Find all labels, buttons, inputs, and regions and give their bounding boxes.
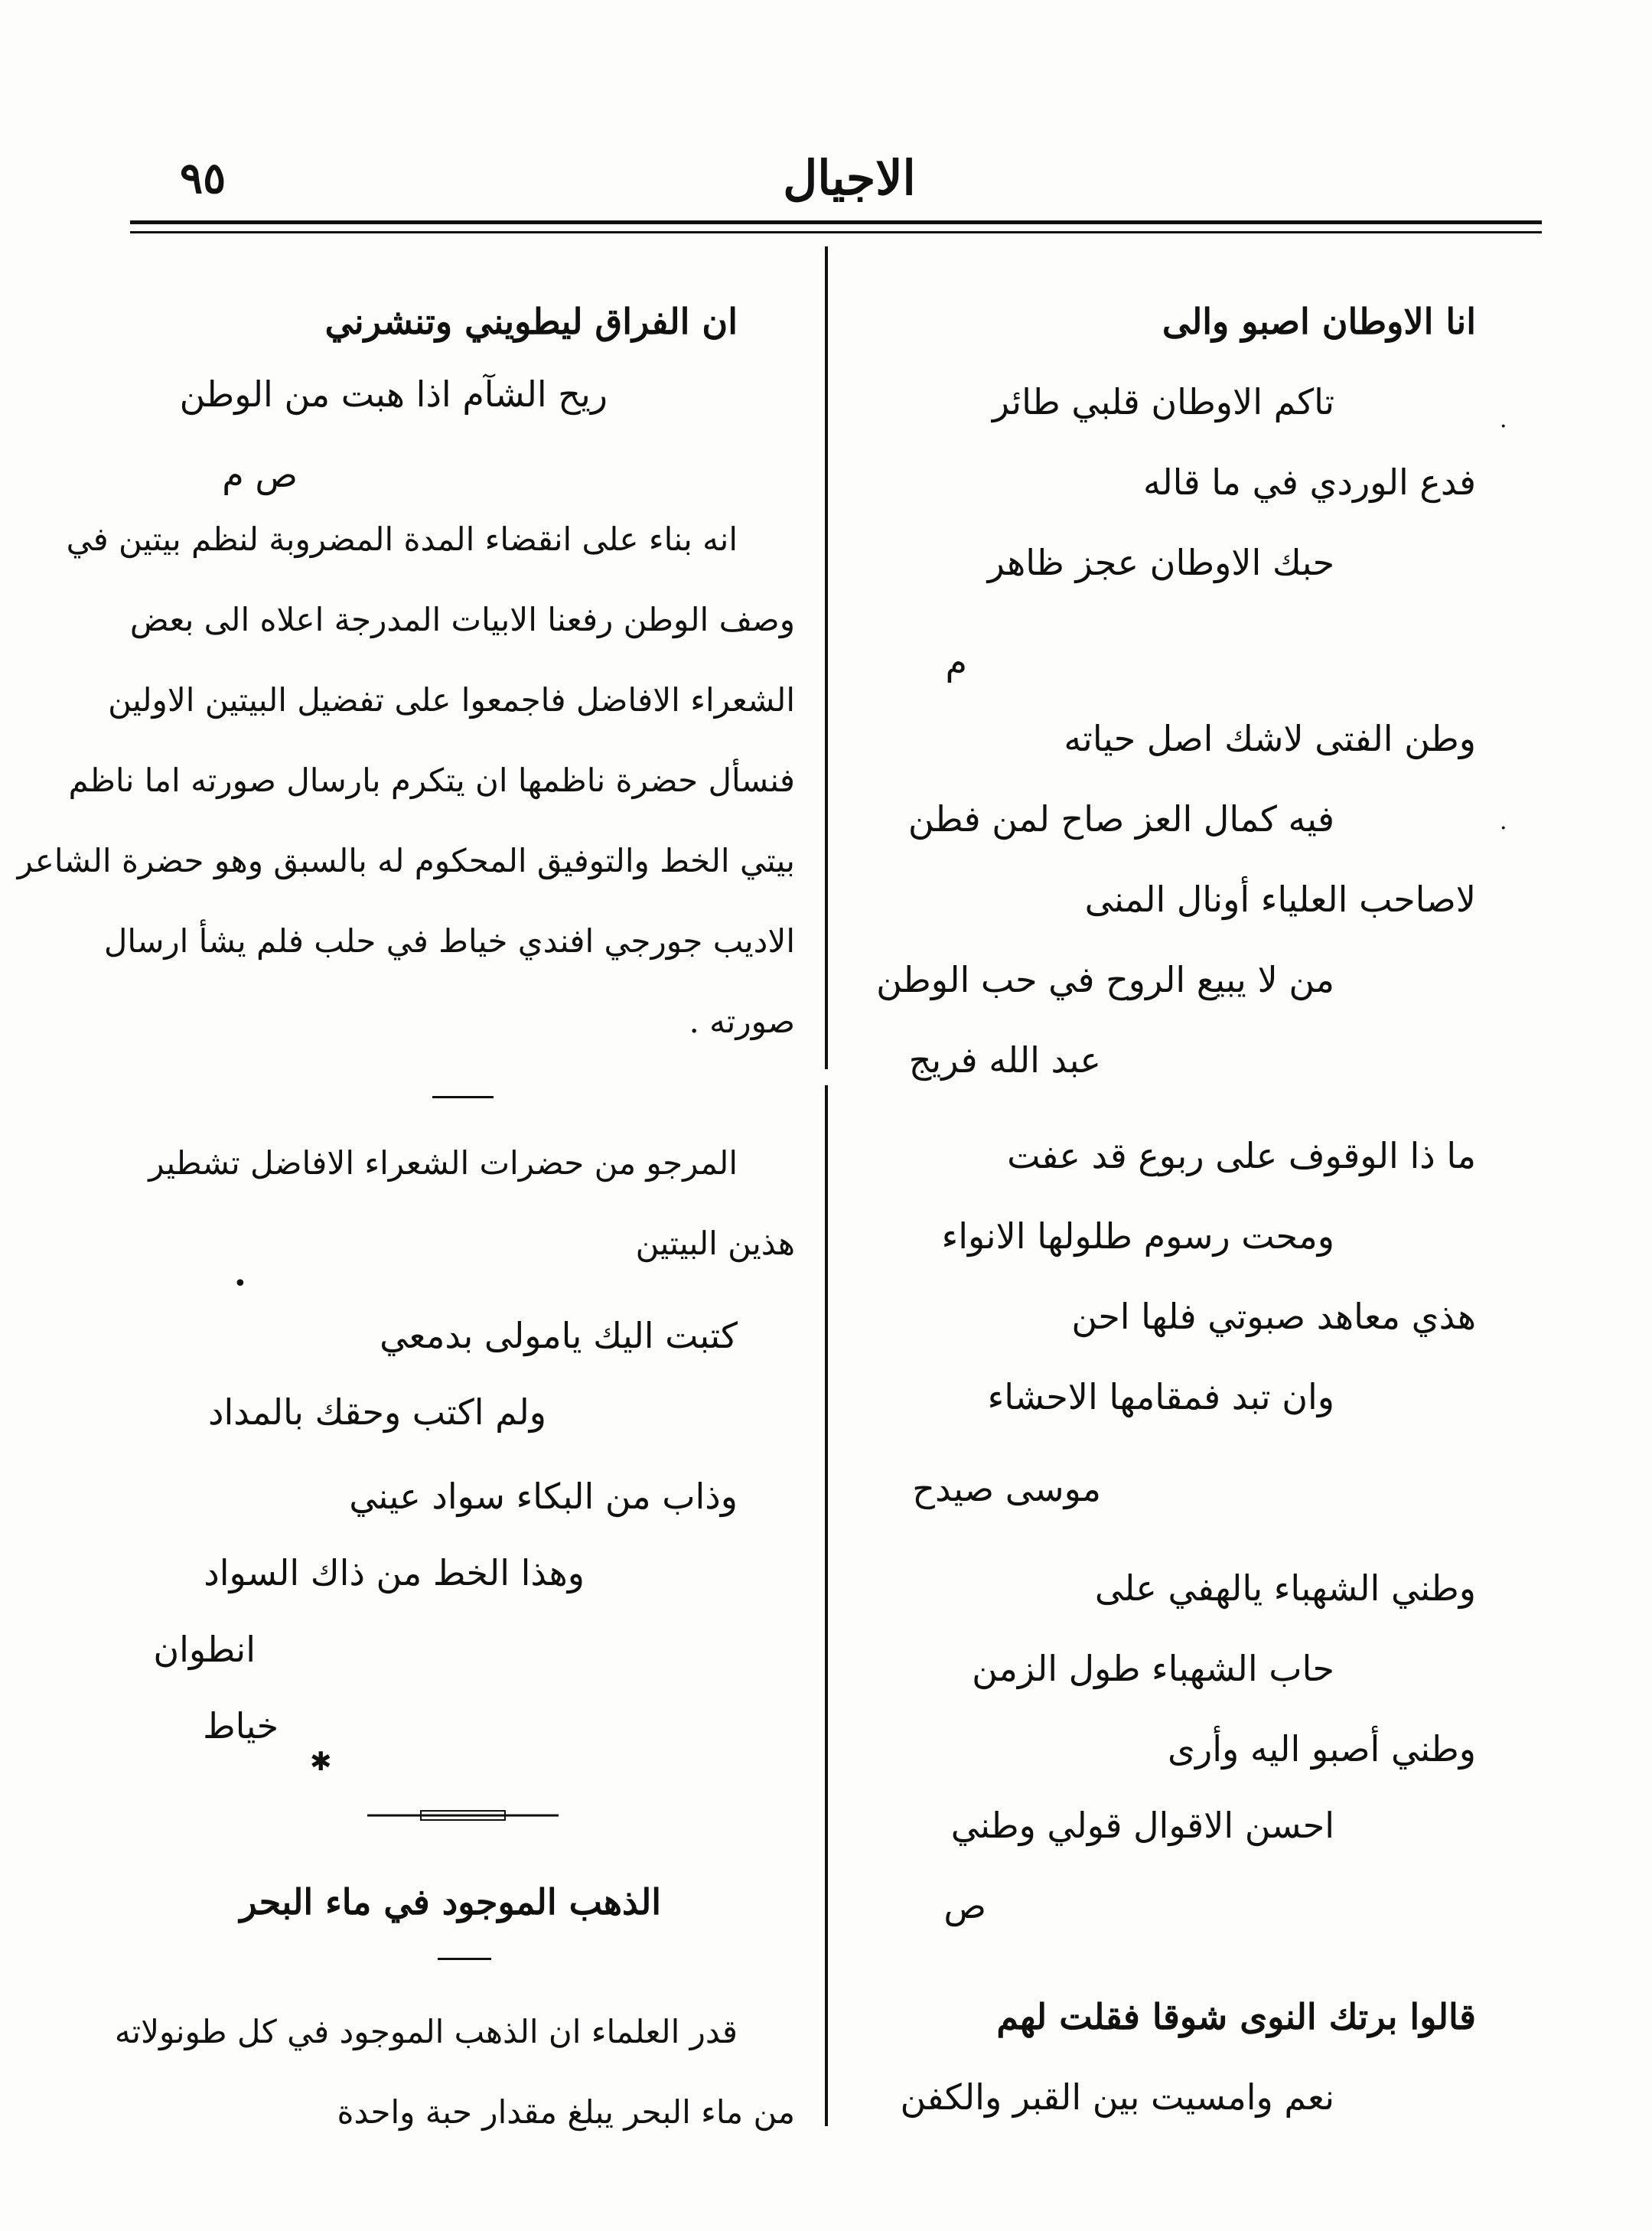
article-title: الذهب الموجود في ماء البحر [239,1881,661,1923]
verse-line: ان الفراق ليطويني وتنشرني [324,301,738,342]
verse-line: ولم اكتب وحقك بالمداد [208,1391,546,1433]
verse-line: لاصاحب العلياء أونال المنى [1084,879,1476,920]
verse-line: تاكم الاوطان قلبي طائر [992,381,1334,422]
verse-line: احسن الاقوال قولي وطني [950,1805,1334,1846]
request-line: هذين البيتين [635,1225,795,1262]
signature-mark: ص [943,1885,986,1926]
verse-line: حاب الشهباء طول الزمن [972,1648,1334,1689]
verse-line: وهذا الخط من ذاك السواد [204,1552,585,1593]
notice-line: بيتي الخط والتوفيق المحكوم له بالسبق وهو حضرة الشاعر [17,842,795,879]
page-title: الاجيال [783,150,916,206]
page-number: ٩٥ [180,153,226,204]
signature-mark: ص م [222,454,298,495]
verse-line: فيه كمال العز صاح لمن فطن [907,798,1334,840]
verse-line: وذاب من البكاء سواد عيني [349,1476,738,1517]
verse-line: ومحت رسوم طلولها الانواء [941,1215,1334,1257]
notice-line: صورته . [689,1003,795,1040]
verse-line: وان تبد فمقامها الاحشاء [987,1376,1334,1417]
author-name: انطوان [153,1629,256,1670]
verse-line: ما ذا الوقوف على ربوع قد عفت [1007,1135,1476,1176]
column-divider [825,246,828,1069]
speck: • [233,1270,247,1297]
title-underline [438,1958,491,1960]
header-rule-thick [130,220,1542,224]
verse-line: هذي معاهد صبوتي فلها احن [1071,1296,1476,1337]
notice-line: الشعراء الافاضل فاجمعوا على تفضيل البيتين الاولين [108,681,795,719]
verse-line: من لا يبيع الروح في حب الوطن [876,959,1334,1000]
ornamental-divider [367,1809,559,1822]
column-divider [825,1085,828,2126]
author-name: موسى صيدح [912,1468,1101,1509]
notice-line: وصف الوطن رفعنا الابيات المدرجة اعلاه الى بعض [129,601,795,638]
speck: · [1500,413,1507,440]
section-divider [432,1096,494,1098]
star-mark: ✱ [310,1747,332,1777]
notice-line: الاديب جورجي افندي خياط في حلب فلم يشأ ارسال [103,922,795,960]
verse-line: حبك الاوطان عجز ظاهر [987,542,1334,583]
verse-line: وطن الفتى لاشك اصل حياته [1064,718,1476,759]
verse-line: قالوا برتك النوى شوقا فقلت لهم [996,1996,1476,2037]
header-rule-thin [130,231,1542,233]
article-body-line: من ماء البحر يبلغ مقدار حبة واحدة [337,2093,795,2131]
speck: · [1500,815,1507,842]
article-body-line: قدر العلماء ان الذهب الموجود في كل طونولاته [114,2013,738,2050]
verse-line: فدع الوردي في ما قاله [1142,462,1476,503]
verse-line: كتبت اليك يامولى بدمعي [380,1315,738,1356]
notice-line: انه بناء على انقضاء المدة المضروبة لنظم بيتين في [66,520,738,558]
verse-line: ريح الشآم اذا هبت من الوطن [179,373,608,415]
author-name: خياط [203,1705,279,1747]
author-name: عبد الله فريج [908,1039,1101,1081]
verse-line: نعم وامسيت بين القبر والكفن [900,2076,1334,2118]
verse-line: انا الاوطان اصبو والى [1162,301,1476,342]
verse-line: وطني الشهباء يالهفي على [1094,1567,1476,1609]
signature-mark: م [945,641,967,683]
request-line: المرجو من حضرات الشعراء الافاضل تشطير [148,1144,738,1182]
verse-line: وطني أصبو اليه وأرى [1168,1728,1476,1769]
notice-line: فنسأل حضرة ناظمها ان يتكرم بارسال صورته اما ناظم [68,762,795,799]
